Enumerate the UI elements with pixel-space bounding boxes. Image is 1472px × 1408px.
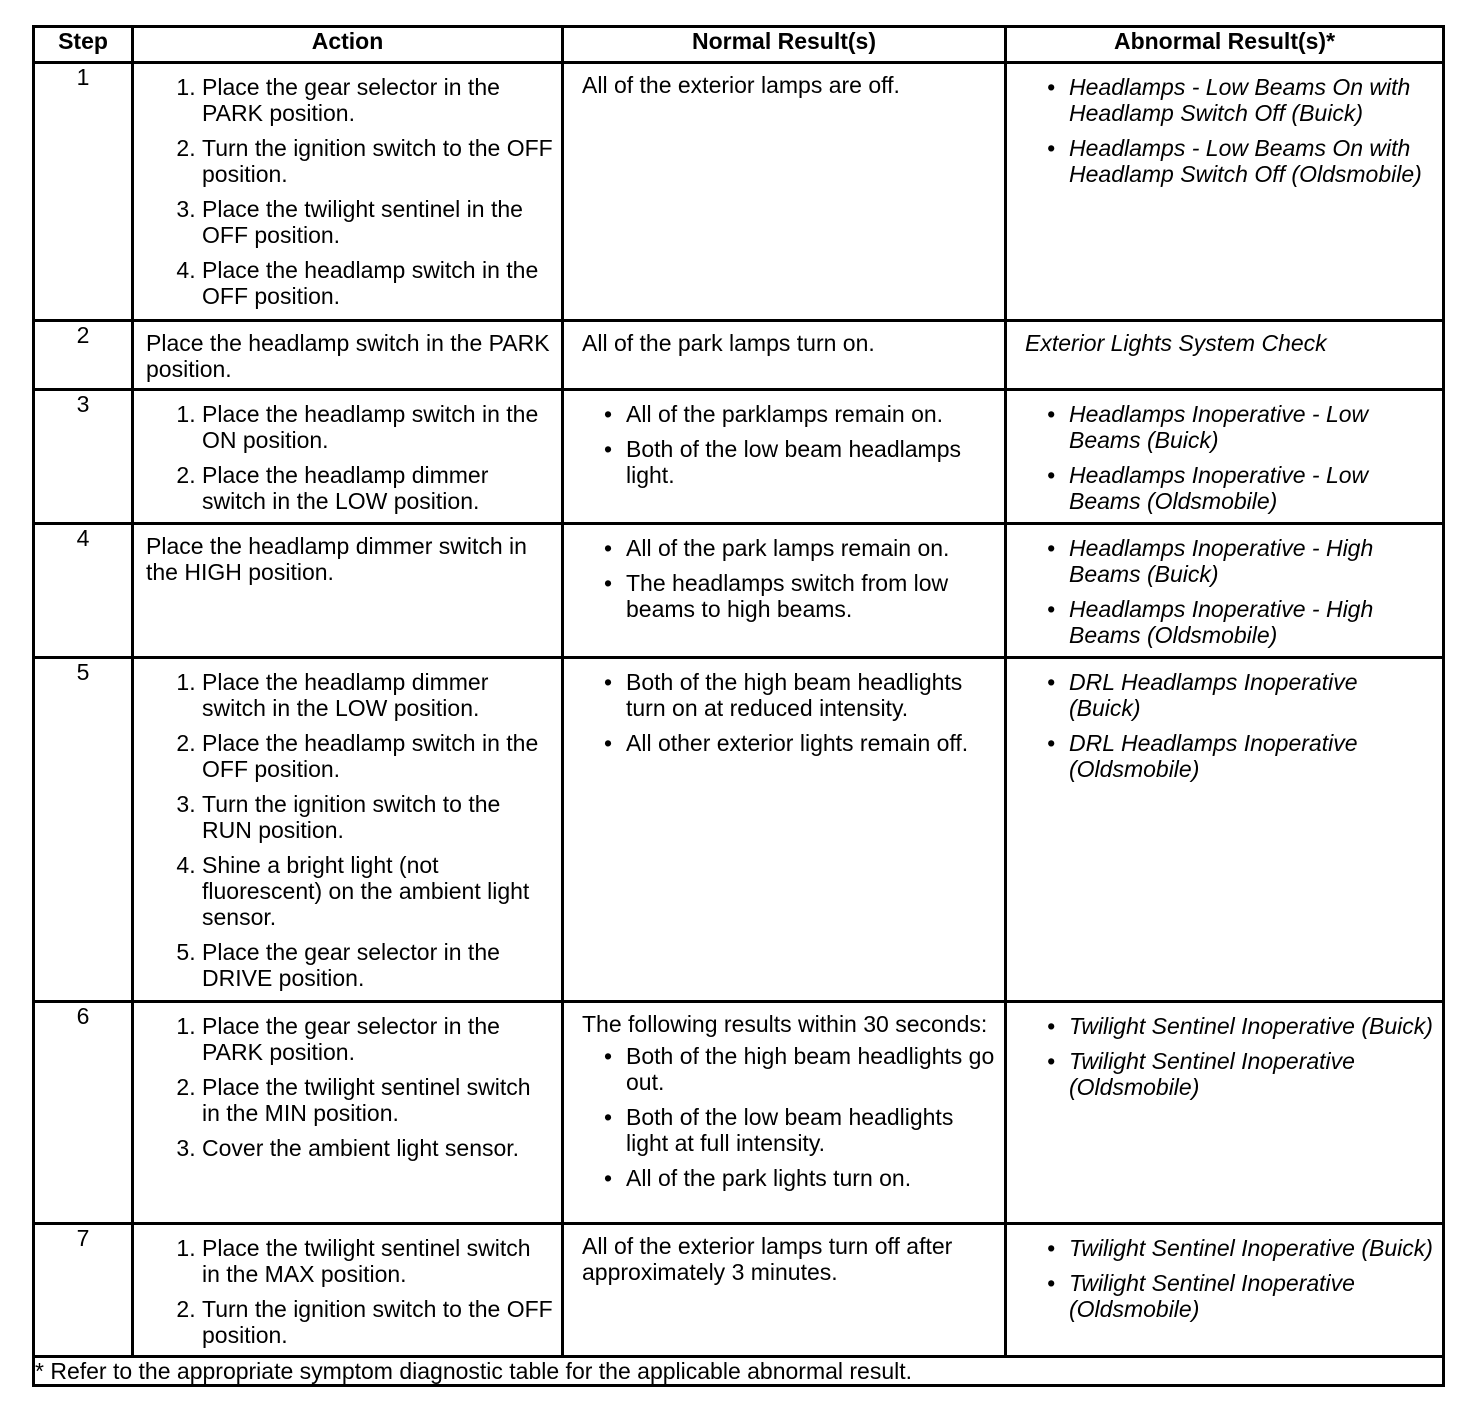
action-item: 2. Turn the ignition switch to the OFF position. (202, 135, 553, 187)
abnormal-link[interactable]: • Twilight Sentinel Inoperative (Buick) (1069, 1013, 1434, 1039)
header-step: Step (34, 27, 133, 63)
action-text: Place the headlamp dimmer switch in the HIGH position. (146, 533, 527, 585)
action-item: 1. Place the headlamp switch in the ON position. (202, 401, 553, 453)
diagnostic-table (32, 25, 1445, 1387)
abnormal-result-cell (1006, 390, 1444, 524)
abnormal-link[interactable]: • Headlamps - Low Beams On with Headlamp Switch Off (Oldsmobile) (1069, 135, 1434, 187)
abnormal-result-cell (1006, 1224, 1444, 1357)
action-item: 4. Shine a bright light (not fluorescent) on the ambient light sensor. (202, 852, 553, 930)
header-action: Action (133, 27, 563, 63)
normal-result-item: • Both of the low beam headlamps light. (626, 436, 996, 488)
normal-result-cell (563, 321, 1006, 390)
step-number: 4 (34, 524, 133, 658)
normal-result-item: • Both of the low beam headlights light at full intensity. (626, 1104, 996, 1156)
abnormal-link[interactable]: • DRL Headlamps Inoperative (Oldsmobile) (1069, 730, 1434, 782)
abnormal-link[interactable]: • Headlamps Inoperative - Low Beams (Oldsmobile) (1069, 462, 1434, 514)
normal-result-cell (563, 390, 1006, 524)
table-row (34, 63, 1444, 321)
header-abnormal-results: Abnormal Result(s)* (1006, 27, 1444, 63)
action-cell (133, 1002, 563, 1224)
action-item: 2. Place the twilight sentinel switch in the MIN position. (202, 1074, 553, 1126)
table-row (34, 1002, 1444, 1224)
table-row (34, 524, 1444, 658)
step-number: 1 (34, 63, 133, 321)
footnote-row (34, 1357, 1444, 1386)
action-item: 2. Place the headlamp dimmer switch in the LOW position. (202, 462, 553, 514)
normal-result-cell (563, 63, 1006, 321)
action-item: 4. Place the headlamp switch in the OFF position. (202, 257, 553, 309)
normal-result-item: • Both of the high beam headlights go out. (626, 1043, 996, 1095)
abnormal-link[interactable]: Exterior Lights System Check (1025, 330, 1327, 356)
step-number: 5 (34, 658, 133, 1002)
abnormal-link[interactable]: • Twilight Sentinel Inoperative (Oldsmobile) (1069, 1270, 1434, 1322)
action-item: 2. Place the headlamp switch in the OFF position. (202, 730, 553, 782)
header-row (34, 27, 1444, 63)
abnormal-link[interactable]: • Headlamps Inoperative - High Beams (Buick) (1069, 535, 1434, 587)
table-row (34, 658, 1444, 1002)
abnormal-result-cell (1006, 658, 1444, 1002)
normal-result-cell (563, 524, 1006, 658)
footnote: * Refer to the appropriate symptom diagnostic table for the applicable abnormal result. (34, 1357, 1444, 1386)
normal-result-item: • Both of the high beam headlights turn on at reduced intensity. (626, 669, 996, 721)
action-item: 1. Place the gear selector in the PARK position. (202, 74, 553, 126)
abnormal-link[interactable]: • DRL Headlamps Inoperative (Buick) (1069, 669, 1434, 721)
action-item: 3. Place the twilight sentinel in the OFF position. (202, 196, 553, 248)
abnormal-link[interactable]: • Headlamps Inoperative - High Beams (Oldsmobile) (1069, 596, 1434, 648)
action-cell (133, 390, 563, 524)
action-text: Place the headlamp switch in the PARK position. (146, 330, 550, 382)
action-cell (133, 524, 563, 658)
normal-result-cell (563, 658, 1006, 1002)
action-item: 1. Place the gear selector in the PARK position. (202, 1013, 553, 1065)
header-normal-results: Normal Result(s) (563, 27, 1006, 63)
step-number: 7 (34, 1224, 133, 1357)
normal-result-item: • All of the park lights turn on. (626, 1165, 996, 1191)
action-item: 3. Turn the ignition switch to the RUN position. (202, 791, 553, 843)
action-item: 2. Turn the ignition switch to the OFF position. (202, 1296, 553, 1348)
normal-result-item: • All of the parklamps remain on. (626, 401, 996, 427)
table-row (34, 390, 1444, 524)
normal-result-text: All of the exterior lamps are off. (582, 72, 900, 98)
abnormal-link[interactable]: • Twilight Sentinel Inoperative (Buick) (1069, 1235, 1434, 1261)
action-cell (133, 1224, 563, 1357)
abnormal-result-cell (1006, 1002, 1444, 1224)
abnormal-result-cell (1006, 321, 1444, 390)
step-number: 6 (34, 1002, 133, 1224)
abnormal-result-cell (1006, 63, 1444, 321)
normal-result-text: All of the park lamps turn on. (582, 330, 875, 356)
abnormal-link[interactable]: • Headlamps Inoperative - Low Beams (Buick) (1069, 401, 1434, 453)
step-number: 3 (34, 390, 133, 524)
normal-result-text: All of the exterior lamps turn off after approximately 3 minutes. (582, 1233, 953, 1285)
table-row (34, 1224, 1444, 1357)
abnormal-link[interactable]: • Twilight Sentinel Inoperative (Oldsmobile) (1069, 1048, 1434, 1100)
action-item: 5. Place the gear selector in the DRIVE position. (202, 939, 553, 991)
normal-result-item: • All other exterior lights remain off. (626, 730, 996, 756)
abnormal-link[interactable]: • Headlamps - Low Beams On with Headlamp Switch Off (Buick) (1069, 74, 1434, 126)
abnormal-result-cell (1006, 524, 1444, 658)
step-number: 2 (34, 321, 133, 390)
action-item: 1. Place the twilight sentinel switch in the MAX position. (202, 1235, 553, 1287)
table-row (34, 321, 1444, 390)
action-item: 1. Place the headlamp dimmer switch in the LOW position. (202, 669, 553, 721)
normal-result-cell (563, 1002, 1006, 1224)
action-cell (133, 63, 563, 321)
action-cell (133, 658, 563, 1002)
normal-result-item: • The headlamps switch from low beams to high beams. (626, 570, 996, 622)
normal-result-item: • All of the park lamps remain on. (626, 535, 996, 561)
normal-result-intro: The following results within 30 seconds: (582, 1011, 988, 1037)
normal-result-cell (563, 1224, 1006, 1357)
action-item: 3. Cover the ambient light sensor. (202, 1135, 553, 1161)
action-cell (133, 321, 563, 390)
